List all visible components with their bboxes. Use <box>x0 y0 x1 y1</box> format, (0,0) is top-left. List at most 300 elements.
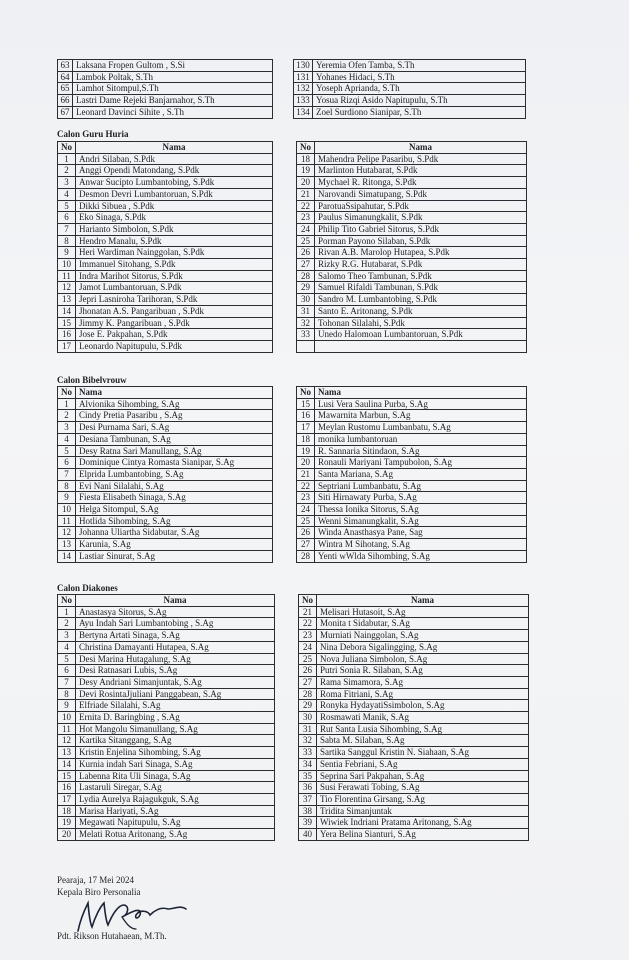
table-row <box>58 83 273 95</box>
row-name: Ronauli Mariyani Tampubolon, S.Ag <box>315 457 527 469</box>
table-row <box>297 492 527 504</box>
row-name: Ronyka HydayatiSsimbolon, S.Ag <box>317 700 529 712</box>
row-number: 132 <box>294 83 313 95</box>
table-row <box>297 457 527 469</box>
table-row <box>58 317 273 329</box>
row-number: 28 <box>297 270 315 282</box>
row-number: 22 <box>297 480 315 492</box>
row-name: Fiesta Elisabeth Sinaga, S.Ag <box>76 492 273 504</box>
signer-name: Pdt. Rikson Hutahaean, M.Th. <box>57 931 167 941</box>
row-number: 18 <box>297 433 315 445</box>
table-row <box>299 723 529 735</box>
row-name: Dikki Sibuea , S.Pdk <box>76 200 273 212</box>
row-name: Immanuel Sitohang, S.Pdk <box>76 259 273 271</box>
row-number: 16 <box>297 410 315 422</box>
column-header-nama: Nama <box>76 142 273 154</box>
table-row <box>297 200 527 212</box>
row-name: Winda Anasthasya Pane, Sag <box>315 527 527 539</box>
table-row <box>297 329 527 341</box>
row-number: 2 <box>58 410 76 422</box>
row-number: 27 <box>297 259 315 271</box>
row-number: 11 <box>58 270 76 282</box>
row-name: Wintra M Sihotang, S.Ag <box>315 539 527 551</box>
row-name: Philip Tito Gabriel Sitorus, S.Pdk <box>315 223 527 235</box>
row-number: 13 <box>58 747 76 759</box>
row-number: 19 <box>297 445 315 457</box>
row-name: Elfriade Silalahi, S.Ag <box>76 700 275 712</box>
row-number: 18 <box>297 153 315 165</box>
row-number: 13 <box>58 539 76 551</box>
row-name: Tohonan Silalahi, S.Pdk <box>315 317 527 329</box>
row-name: Mahendra Pelipe Pasaribu, S.Pdk <box>315 153 527 165</box>
table-row <box>58 200 273 212</box>
table-row <box>299 805 529 817</box>
row-number: 21 <box>299 606 317 618</box>
table-row <box>58 676 275 688</box>
row-number: 7 <box>58 468 76 480</box>
row-number: 24 <box>297 504 315 516</box>
row-number: 64 <box>58 71 73 83</box>
row-name: R. Sannaria Sitindaon, S.Ag <box>315 445 527 457</box>
table-row <box>297 305 527 317</box>
table-row <box>58 504 273 516</box>
table-row <box>58 153 273 165</box>
row-number: 22 <box>299 618 317 630</box>
table-row <box>297 433 527 445</box>
row-name: Andri Silaban, S.Pdk <box>76 153 273 165</box>
column-header-no: No <box>297 142 315 154</box>
row-name: Elprida Lumbantobing, S.Ag <box>76 468 273 480</box>
table-row <box>58 817 275 829</box>
row-number: 18 <box>58 805 76 817</box>
row-number: 7 <box>58 676 76 688</box>
table-header-row <box>297 387 527 399</box>
table-row <box>58 445 273 457</box>
table-row <box>297 550 527 562</box>
row-name: Salomo Theo Tambunan, S.Pdk <box>315 270 527 282</box>
table-row <box>58 539 273 551</box>
row-name: Sandro M. Lumbantobing, S.Pdk <box>315 294 527 306</box>
row-name: Desy Andriani Simanjuntak, S.Ag <box>76 676 275 688</box>
column-header-no: No <box>297 387 315 399</box>
table-row <box>297 527 527 539</box>
table-row <box>58 410 273 422</box>
row-number: 36 <box>299 782 317 794</box>
table-row <box>58 329 273 341</box>
row-name: Kurnia indah Sari Sinaga, S.Ag <box>76 758 275 770</box>
table-row <box>299 735 529 747</box>
row-name: Desmon Devri Lumbantoruan, S.Pdk <box>76 188 273 200</box>
table-row <box>299 676 529 688</box>
row-number: 26 <box>297 527 315 539</box>
row-number: 15 <box>297 398 315 410</box>
row-number: 13 <box>58 294 76 306</box>
row-name: Melati Rotua Aritonang, S.Ag <box>76 829 275 841</box>
row-name: Lamhot Sitompul,S.Th <box>73 83 273 95</box>
row-name: Yera Belina Sianturi, S.Ag <box>317 829 529 841</box>
table-row <box>58 223 273 235</box>
row-number: 27 <box>297 539 315 551</box>
row-name: Lastiar Sinurat, S.Ag <box>76 550 273 562</box>
column-header-nama: Nama <box>317 595 529 607</box>
row-number: 29 <box>299 700 317 712</box>
row-name: Sartika Sanggul Kristin N. Siahaan, S.Ag <box>317 747 529 759</box>
row-number: 130 <box>294 60 313 72</box>
table-row <box>58 712 275 724</box>
row-name: Devi RosintaJjuliani Panggabean, S.Ag <box>76 688 275 700</box>
table-row <box>58 550 273 562</box>
row-number: 1 <box>58 153 76 165</box>
table-row <box>58 398 273 410</box>
row-name: Alvionika Sihombing, S.Ag <box>76 398 273 410</box>
row-name: Nina Debora Sigalingging, S.Ag <box>317 641 529 653</box>
table-row <box>58 60 273 72</box>
row-name: Putri Sonia R. Silaban, S.Ag <box>317 665 529 677</box>
table-row <box>58 305 273 317</box>
row-name: Jimmy K. Pangaribuan , S.Pdk <box>76 317 273 329</box>
row-number: 28 <box>297 550 315 562</box>
row-name: Yenti wWlda Sihombing, S.Ag <box>315 550 527 562</box>
section-title-diakones: Calon Diakones <box>57 583 118 593</box>
row-name: Christina Damayanti Hutapea, S.Ag <box>76 641 275 653</box>
table-row <box>58 492 273 504</box>
row-number: 6 <box>58 665 76 677</box>
row-name: Helga Sitompul, S.Ag <box>76 504 273 516</box>
row-name: Lastri Dame Rejeki Banjarnahor, S.Th <box>73 95 273 107</box>
row-name: Unedo Halomoan Lumbantoruan, S.Pdk <box>315 329 527 341</box>
row-name: Jhonatan A.S. Pangaribuan , S.Pdk <box>76 305 273 317</box>
table-row <box>297 422 527 434</box>
row-number: 20 <box>297 177 315 189</box>
row-number: 37 <box>299 793 317 805</box>
table-row <box>299 700 529 712</box>
table-row <box>58 829 275 841</box>
table-row <box>58 468 273 480</box>
table-row <box>297 410 527 422</box>
row-name: Lambok Poltak, S.Th <box>73 71 273 83</box>
table-row <box>58 618 275 630</box>
row-name: Siti Hirnawaty Purba, S.Ag <box>315 492 527 504</box>
row-number: 4 <box>58 641 76 653</box>
row-name: Rama Simamora, S.Ag <box>317 676 529 688</box>
table-row <box>299 688 529 700</box>
row-name: Jepri Lasniroha Tarihoran, S.Pdk <box>76 294 273 306</box>
row-number: 40 <box>299 829 317 841</box>
table-row <box>294 106 526 118</box>
row-number: 25 <box>297 235 315 247</box>
column-header-no: No <box>299 595 317 607</box>
row-name: Anggi Opendi Matondang, S.Pdk <box>76 165 273 177</box>
table-row <box>58 247 273 259</box>
row-number: 8 <box>58 480 76 492</box>
table-row <box>58 782 275 794</box>
row-number: 17 <box>58 340 76 352</box>
row-name: Melisari Hutasoit, S.Ag <box>317 606 529 618</box>
diakones-left-table <box>57 594 275 841</box>
column-header-no: No <box>58 387 76 399</box>
table-row <box>297 270 527 282</box>
table-row <box>58 758 275 770</box>
row-name: Yoseph Aprianda, S.Th <box>313 83 526 95</box>
row-number: 32 <box>299 735 317 747</box>
row-name: Bertyna Artati Sinaga, S.Ag <box>76 630 275 642</box>
row-number: 24 <box>299 641 317 653</box>
table-row <box>299 770 529 782</box>
column-header-no: No <box>58 142 76 154</box>
row-number: 32 <box>297 317 315 329</box>
row-number: 12 <box>58 282 76 294</box>
table-row <box>299 712 529 724</box>
row-number: 28 <box>299 688 317 700</box>
table-row <box>58 688 275 700</box>
table-row <box>58 606 275 618</box>
row-number: 17 <box>297 422 315 434</box>
table-row <box>297 282 527 294</box>
table-row <box>297 247 527 259</box>
row-number: 9 <box>58 492 76 504</box>
table-header-row <box>58 142 273 154</box>
row-number: 29 <box>297 282 315 294</box>
row-name: Eko Sinaga, S.Pdk <box>76 212 273 224</box>
row-number: 25 <box>297 515 315 527</box>
row-number: 4 <box>58 188 76 200</box>
row-name: Desiana Tambunan, S.Ag <box>76 433 273 445</box>
row-number: 10 <box>58 259 76 271</box>
table-row <box>299 630 529 642</box>
top-right-table <box>293 59 526 119</box>
table-row <box>58 480 273 492</box>
table-row <box>299 618 529 630</box>
bibel-right-table <box>296 386 527 563</box>
row-number: 3 <box>58 630 76 642</box>
table-row <box>299 665 529 677</box>
table-row <box>58 770 275 782</box>
row-number: 14 <box>58 550 76 562</box>
row-number: 23 <box>297 212 315 224</box>
table-row <box>58 515 273 527</box>
row-name: Rut Santa Lusia Sihombing, S.Ag <box>317 723 529 735</box>
row-number: 26 <box>297 247 315 259</box>
row-number: 33 <box>299 747 317 759</box>
row-number: 10 <box>58 712 76 724</box>
row-name: Seprina Sari Pakpahan, S.Ag <box>317 770 529 782</box>
row-number: 19 <box>297 165 315 177</box>
table-row <box>297 468 527 480</box>
row-number: 12 <box>58 527 76 539</box>
row-name: Karunia, S.Ag <box>76 539 273 551</box>
row-name: Dominique Cintya Romasta Sianipar, S.Ag <box>76 457 273 469</box>
table-row <box>58 294 273 306</box>
table-row <box>294 83 526 95</box>
row-number: 15 <box>58 770 76 782</box>
row-name: Rizky R.G. Hutabarat, S.Pdk <box>315 259 527 271</box>
row-name: Kristin Enjelina Sihombing, S.Ag <box>76 747 275 759</box>
table-row <box>299 782 529 794</box>
table-row <box>58 71 273 83</box>
table-row <box>294 71 526 83</box>
row-number: 16 <box>58 782 76 794</box>
row-number: 5 <box>58 653 76 665</box>
row-number: 7 <box>58 223 76 235</box>
row-number: 24 <box>297 223 315 235</box>
table-header-row <box>299 595 529 607</box>
table-row <box>58 259 273 271</box>
row-name: Anastasya Sitorus, S.Ag <box>76 606 275 618</box>
row-number: 25 <box>299 653 317 665</box>
row-name: Monita t Sidabutar, S.Ag <box>317 618 529 630</box>
row-name: Narovandi Simatupang, S.Pdk <box>315 188 527 200</box>
table-row <box>58 747 275 759</box>
table-row <box>58 235 273 247</box>
table-row <box>58 700 275 712</box>
row-number: 3 <box>58 422 76 434</box>
row-number: 2 <box>58 618 76 630</box>
row-name: ParotuaSsipahutar, S.Pdk <box>315 200 527 212</box>
row-name: Kartika Sitanggang, S.Ag <box>76 735 275 747</box>
table-row <box>299 606 529 618</box>
table-row <box>297 398 527 410</box>
table-row <box>58 95 273 107</box>
column-header-nama: Nama <box>76 387 273 399</box>
row-name: Lydia Aurelya Rajagukguk, S.Ag <box>76 793 275 805</box>
row-number: 5 <box>58 200 76 212</box>
table-row <box>58 340 273 352</box>
table-header-row <box>58 595 275 607</box>
column-header-nama: Nama <box>76 595 275 607</box>
row-number: 66 <box>58 95 73 107</box>
row-name: Mawarnita Marbun, S.Ag <box>315 410 527 422</box>
row-name: Lusi Vera Saulina Purba, S.Ag <box>315 398 527 410</box>
row-number: 38 <box>299 805 317 817</box>
table-row <box>297 539 527 551</box>
row-number: 67 <box>58 106 73 118</box>
table-row <box>297 153 527 165</box>
row-name: Tridita Simanjuntak <box>317 805 529 817</box>
row-number: 17 <box>58 793 76 805</box>
table-row <box>58 433 273 445</box>
row-name: Ayu Indah Sari Lumbantobing , S.Ag <box>76 618 275 630</box>
row-number: 16 <box>58 329 76 341</box>
row-number: 5 <box>58 445 76 457</box>
row-name: monika lumbantoruan <box>315 433 527 445</box>
row-name: Jose E. Pakpahan, S.Pdk <box>76 329 273 341</box>
row-number: 21 <box>297 468 315 480</box>
row-number: 21 <box>297 188 315 200</box>
table-row <box>58 630 275 642</box>
table-row <box>58 665 275 677</box>
row-number: 12 <box>58 735 76 747</box>
table-row <box>58 527 273 539</box>
row-number: 30 <box>297 294 315 306</box>
table-row <box>299 758 529 770</box>
row-name: Septriani Lumbanbatu, S.Ag <box>315 480 527 492</box>
row-name: Indra Marihot Sitorus, S.Pdk <box>76 270 273 282</box>
row-number: 6 <box>58 457 76 469</box>
section-title-guru-huria: Calon Guru Huria <box>57 129 129 139</box>
row-number: 19 <box>58 817 76 829</box>
row-name: Leonardo Napitupulu, S.Pdk <box>76 340 273 352</box>
row-number: 23 <box>297 492 315 504</box>
table-row <box>58 422 273 434</box>
table-row <box>297 504 527 516</box>
row-name: Murniati Nainggolan, S.Ag <box>317 630 529 642</box>
row-name: Tio Florentina Girsang, S.Ag <box>317 793 529 805</box>
row-name: Ernita D. Baringbing , S.Ag <box>76 712 275 724</box>
row-name: Desi Marina Hutagalung, S.Ag <box>76 653 275 665</box>
row-name: Marlinton Hutabarat, S.Pdk <box>315 165 527 177</box>
row-number: 23 <box>299 630 317 642</box>
row-name: Roma Fitriani, S.Ag <box>317 688 529 700</box>
row-number: 10 <box>58 504 76 516</box>
row-number: 11 <box>58 515 76 527</box>
table-row <box>297 317 527 329</box>
row-number <box>297 340 315 352</box>
row-name: Desi Ratnasari Lubis, S.Ag <box>76 665 275 677</box>
row-number: 9 <box>58 700 76 712</box>
table-row <box>297 445 527 457</box>
row-name: Leonard Davinci Sihite , S.Th <box>73 106 273 118</box>
row-name: Johanna Uliartha Sidabutar, S.Ag <box>76 527 273 539</box>
row-name: Hotlida Sihombing, S.Ag <box>76 515 273 527</box>
table-row <box>58 723 275 735</box>
table-row <box>58 165 273 177</box>
row-number: 20 <box>58 829 76 841</box>
row-name <box>315 340 527 352</box>
table-row <box>58 188 273 200</box>
row-name: Yosua Rizqi Asido Napitupulu, S.Th <box>313 95 526 107</box>
table-row <box>299 793 529 805</box>
table-row <box>297 235 527 247</box>
row-name: Desy Ratna Sari Manullang, S.Ag <box>76 445 273 457</box>
row-name: Porman Payono Silaban, S.Pdk <box>315 235 527 247</box>
row-number: 4 <box>58 433 76 445</box>
row-number: 131 <box>294 71 313 83</box>
table-header-row <box>58 387 273 399</box>
row-name: Santo E. Aritonang, S.Pdk <box>315 305 527 317</box>
row-name: Evi Nani Silalahi, S.Ag <box>76 480 273 492</box>
table-row <box>58 282 273 294</box>
row-name: Paulus Simanungkalit, S.Pdk <box>315 212 527 224</box>
table-row <box>299 641 529 653</box>
row-number: 3 <box>58 177 76 189</box>
row-name: Laksana Fropen Gultom , S.Si <box>73 60 273 72</box>
top-left-table <box>57 59 273 119</box>
diakones-right-table <box>298 594 529 841</box>
row-number: 1 <box>58 606 76 618</box>
table-row <box>58 793 275 805</box>
row-name: Thessa Ionika Sitorus, S.Ag <box>315 504 527 516</box>
row-number: 30 <box>299 712 317 724</box>
row-name: Wiwiek Indriani Pratama Aritonang, S.Ag <box>317 817 529 829</box>
table-row <box>58 735 275 747</box>
row-name: Santa Mariana, S.Ag <box>315 468 527 480</box>
row-number: 20 <box>297 457 315 469</box>
table-row <box>58 270 273 282</box>
place-date: Pearaja, 17 Mei 2024 <box>57 875 134 885</box>
row-name: Anwar Sucipto Lumbantobing, S.Pdk <box>76 177 273 189</box>
row-number: 133 <box>294 95 313 107</box>
column-header-nama: Nama <box>315 142 527 154</box>
row-name: Yeremia Ofen Tamba, S.Th <box>313 60 526 72</box>
row-number: 26 <box>299 665 317 677</box>
section-title-bibelvrouw: Calon Bibelvrouw <box>57 375 127 385</box>
row-name: Samuel Rifaldi Tambunan, S.Pdk <box>315 282 527 294</box>
table-row <box>297 223 527 235</box>
table-row <box>297 340 527 352</box>
row-name: Rivan A.B. Marolop Hutapea, S.Pdk <box>315 247 527 259</box>
row-number: 39 <box>299 817 317 829</box>
row-name: Heri Wardiman Nainggolan, S.Pdk <box>76 247 273 259</box>
